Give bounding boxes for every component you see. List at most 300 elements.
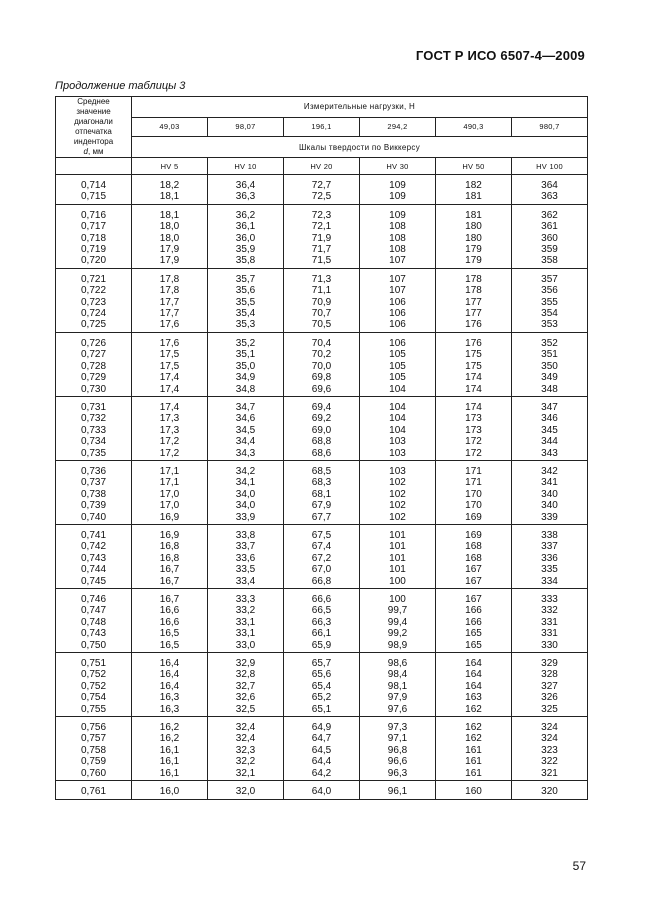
hardness-cell: 167 (436, 576, 512, 589)
diagonal-cell: 0,734 (56, 436, 132, 447)
hardness-cell: 96,3 (360, 768, 436, 781)
hardness-cell: 356 (512, 285, 588, 296)
hardness-cell: 321 (512, 768, 588, 781)
table-row (56, 255, 588, 268)
hardness-cell: 98,9 (360, 640, 436, 653)
hardness-cell: 70,2 (284, 349, 360, 360)
diagonal-cell: 0,743 (56, 553, 132, 564)
diagonal-cell: 0,722 (56, 285, 132, 296)
hardness-cell: 340 (512, 500, 588, 511)
hardness-cell: 175 (436, 349, 512, 360)
table-row (56, 745, 588, 756)
hardness-cell: 171 (436, 477, 512, 488)
hardness-cell: 16,3 (132, 692, 208, 703)
hardness-cell: 16,9 (132, 512, 208, 525)
row-group (56, 338, 588, 397)
hardness-cell: 69,8 (284, 372, 360, 383)
hardness-cell: 69,6 (284, 384, 360, 397)
hardness-cell: 18,0 (132, 233, 208, 244)
diagonal-cell: 0,717 (56, 221, 132, 232)
table-row (56, 681, 588, 692)
hardness-cell: 323 (512, 745, 588, 756)
hardness-cell: 98,1 (360, 681, 436, 692)
hardness-cell: 100 (360, 594, 436, 605)
diagonal-cell: 0,718 (56, 233, 132, 244)
hardness-cell: 103 (360, 436, 436, 447)
hardness-cell: 99,2 (360, 628, 436, 639)
hardness-cell: 33,5 (208, 564, 284, 575)
hardness-cell: 32,3 (208, 745, 284, 756)
diagonal-cell: 0,719 (56, 244, 132, 255)
diagonal-cell: 0,751 (56, 658, 132, 669)
hardness-cell: 68,1 (284, 489, 360, 500)
hardness-cell: 342 (512, 466, 588, 477)
scale-label: HV 20 (284, 158, 360, 175)
hardness-cell: 324 (512, 733, 588, 744)
table-row (56, 466, 588, 477)
hardness-cell: 164 (436, 669, 512, 680)
hardness-cell: 32,1 (208, 768, 284, 781)
hardness-cell: 16,5 (132, 640, 208, 653)
hardness-cell: 175 (436, 361, 512, 372)
diagonal-cell: 0,730 (56, 384, 132, 397)
table-row (56, 628, 588, 639)
hardness-cell: 17,1 (132, 477, 208, 488)
hardness-cell: 165 (436, 640, 512, 653)
table-row (56, 338, 588, 349)
table-row (56, 576, 588, 589)
diagonal-cell: 0,759 (56, 756, 132, 767)
hardness-cell: 33,3 (208, 594, 284, 605)
hardness-cell: 32,0 (208, 786, 284, 799)
hardness-cell: 17,2 (132, 436, 208, 447)
hardness-cell: 329 (512, 658, 588, 669)
hardness-cell: 65,6 (284, 669, 360, 680)
hardness-cell: 65,2 (284, 692, 360, 703)
hardness-cell: 338 (512, 530, 588, 541)
row-group (56, 722, 588, 781)
hardness-cell: 33,9 (208, 512, 284, 525)
row-group (56, 210, 588, 269)
table-row (56, 448, 588, 461)
hardness-cell: 108 (360, 221, 436, 232)
hardness-cell: 68,6 (284, 448, 360, 461)
hardness-cell: 177 (436, 297, 512, 308)
load-value: 49,03 (132, 117, 208, 137)
hardness-cell: 65,7 (284, 658, 360, 669)
hardness-cell: 101 (360, 530, 436, 541)
stub-header (56, 97, 132, 158)
hardness-cell: 69,0 (284, 425, 360, 436)
hardness-cell: 16,3 (132, 704, 208, 717)
hardness-cell: 327 (512, 681, 588, 692)
table-row (56, 640, 588, 653)
hardness-cell: 181 (436, 210, 512, 221)
hardness-cell: 99,7 (360, 605, 436, 616)
hardness-cell: 109 (360, 180, 436, 191)
hardness-cell: 32,8 (208, 669, 284, 680)
diagonal-cell: 0,716 (56, 210, 132, 221)
hardness-cell: 166 (436, 605, 512, 616)
hardness-cell: 162 (436, 704, 512, 717)
table-row (56, 349, 588, 360)
row-group (56, 658, 588, 717)
hardness-cell: 352 (512, 338, 588, 349)
hardness-cell: 162 (436, 722, 512, 733)
table-row (56, 210, 588, 221)
document-header: ГОСТ Р ИСО 6507-4—2009 (415, 48, 585, 63)
hardness-cell: 362 (512, 210, 588, 221)
diagonal-cell: 0,724 (56, 308, 132, 319)
hardness-cell: 64,0 (284, 786, 360, 799)
hardness-cell: 102 (360, 489, 436, 500)
diagonal-cell: 0,752 (56, 681, 132, 692)
hardness-cell: 70,5 (284, 319, 360, 332)
hardness-cell: 102 (360, 500, 436, 511)
hardness-cell: 67,7 (284, 512, 360, 525)
hardness-cell: 32,9 (208, 658, 284, 669)
hardness-cell: 36,1 (208, 221, 284, 232)
hardness-cell: 162 (436, 733, 512, 744)
diagonal-cell: 0,715 (56, 191, 132, 204)
hardness-cell: 34,7 (208, 402, 284, 413)
hardness-cell: 178 (436, 274, 512, 285)
hardness-cell: 35,5 (208, 297, 284, 308)
hardness-cell: 67,9 (284, 500, 360, 511)
hardness-cell: 172 (436, 436, 512, 447)
scale-label: HV 10 (208, 158, 284, 175)
diagonal-cell: 0,729 (56, 372, 132, 383)
hardness-cell: 170 (436, 489, 512, 500)
diagonal-cell: 0,754 (56, 692, 132, 703)
load-value: 490,3 (436, 117, 512, 137)
diagonal-cell: 0,728 (56, 361, 132, 372)
table-row (56, 413, 588, 424)
hardness-cell: 174 (436, 372, 512, 383)
diagonal-cell: 0,720 (56, 255, 132, 268)
hardness-cell: 330 (512, 640, 588, 653)
hardness-cell: 107 (360, 255, 436, 268)
table-row (56, 372, 588, 383)
hardness-cell: 179 (436, 255, 512, 268)
hardness-cell: 98,6 (360, 658, 436, 669)
hardness-cell: 102 (360, 512, 436, 525)
hardness-cell: 336 (512, 553, 588, 564)
hardness-cell: 96,1 (360, 786, 436, 799)
hardness-cell: 35,6 (208, 285, 284, 296)
table-row (56, 553, 588, 564)
hardness-cell: 66,6 (284, 594, 360, 605)
hardness-cell: 17,5 (132, 349, 208, 360)
hardness-cell: 100 (360, 576, 436, 589)
hardness-cell: 359 (512, 244, 588, 255)
hardness-cell: 343 (512, 448, 588, 461)
hardness-cell: 32,2 (208, 756, 284, 767)
table-row (56, 402, 588, 413)
diagonal-cell: 0,760 (56, 768, 132, 781)
diagonal-cell: 0,738 (56, 489, 132, 500)
hardness-cell: 17,4 (132, 384, 208, 397)
hardness-cell: 69,2 (284, 413, 360, 424)
hardness-cell: 104 (360, 402, 436, 413)
hardness-cell: 64,7 (284, 733, 360, 744)
hardness-cell: 355 (512, 297, 588, 308)
stub-line: отпечатка (75, 127, 112, 136)
hardness-cell: 69,4 (284, 402, 360, 413)
hardness-cell: 16,0 (132, 786, 208, 799)
table-row (56, 489, 588, 500)
stub-line: диагонали (74, 117, 113, 126)
hardness-cell: 35,7 (208, 274, 284, 285)
hardness-cell: 177 (436, 308, 512, 319)
hardness-cell: 107 (360, 274, 436, 285)
table-continuation-caption: Продолжение таблицы 3 (55, 80, 186, 92)
diagonal-cell: 0,735 (56, 448, 132, 461)
hardness-cell: 103 (360, 448, 436, 461)
hardness-cell: 35,9 (208, 244, 284, 255)
hardness-cell: 66,5 (284, 605, 360, 616)
hardness-cell: 180 (436, 233, 512, 244)
hardness-cell: 17,7 (132, 297, 208, 308)
hardness-cell: 168 (436, 553, 512, 564)
diagonal-cell: 0,727 (56, 349, 132, 360)
hardness-cell: 33,0 (208, 640, 284, 653)
hardness-cell: 17,3 (132, 413, 208, 424)
table-row (56, 274, 588, 285)
hardness-cell: 70,0 (284, 361, 360, 372)
hardness-cell: 106 (360, 319, 436, 332)
hardness-cell: 332 (512, 605, 588, 616)
hardness-cell: 331 (512, 628, 588, 639)
hardness-cell: 344 (512, 436, 588, 447)
row-group (56, 594, 588, 653)
diagonal-cell: 0,732 (56, 413, 132, 424)
scale-label: HV 5 (132, 158, 208, 175)
table-row (56, 512, 588, 525)
hardness-cell: 70,9 (284, 297, 360, 308)
row-group (56, 466, 588, 525)
table-row (56, 308, 588, 319)
hardness-cell: 16,6 (132, 617, 208, 628)
hardness-cell: 64,4 (284, 756, 360, 767)
hardness-cell: 64,9 (284, 722, 360, 733)
hardness-cell: 72,7 (284, 180, 360, 191)
hardness-cell: 17,4 (132, 372, 208, 383)
hardness-cell: 36,2 (208, 210, 284, 221)
hardness-cell: 357 (512, 274, 588, 285)
hardness-cell: 35,1 (208, 349, 284, 360)
hardness-cell: 36,0 (208, 233, 284, 244)
hardness-cell: 71,5 (284, 255, 360, 268)
row-group (56, 530, 588, 589)
hardness-cell: 65,9 (284, 640, 360, 653)
hardness-cell: 66,8 (284, 576, 360, 589)
row-group (56, 402, 588, 461)
hardness-cell: 18,1 (132, 191, 208, 204)
stub-line: индентора (73, 137, 114, 146)
hardness-cell: 16,7 (132, 594, 208, 605)
hardness-cell: 341 (512, 477, 588, 488)
hardness-cell: 331 (512, 617, 588, 628)
hardness-cell: 16,2 (132, 733, 208, 744)
hardness-cell: 164 (436, 681, 512, 692)
table-row (56, 669, 588, 680)
hardness-cell: 70,7 (284, 308, 360, 319)
table-row (56, 786, 588, 799)
hardness-cell: 16,6 (132, 605, 208, 616)
table-row (56, 564, 588, 575)
table-row (56, 768, 588, 781)
hardness-cell: 108 (360, 244, 436, 255)
hardness-cell: 358 (512, 255, 588, 268)
hardness-cell: 97,9 (360, 692, 436, 703)
hardness-cell: 17,9 (132, 255, 208, 268)
table-row (56, 384, 588, 397)
diagonal-cell: 0,733 (56, 425, 132, 436)
load-value: 196,1 (284, 117, 360, 137)
diagonal-cell: 0,725 (56, 319, 132, 332)
hardness-cell: 67,5 (284, 530, 360, 541)
hardness-cell: 161 (436, 756, 512, 767)
hardness-cell: 176 (436, 319, 512, 332)
hardness-cell: 107 (360, 285, 436, 296)
hardness-cell: 105 (360, 349, 436, 360)
hardness-cell: 16,1 (132, 745, 208, 756)
hardness-cell: 164 (436, 658, 512, 669)
hardness-cell: 337 (512, 541, 588, 552)
table-row (56, 319, 588, 332)
hardness-cell: 66,3 (284, 617, 360, 628)
hardness-cell: 97,3 (360, 722, 436, 733)
hardness-cell: 179 (436, 244, 512, 255)
hardness-cell: 32,4 (208, 733, 284, 744)
hardness-cell: 361 (512, 221, 588, 232)
hardness-cell: 16,9 (132, 530, 208, 541)
diagonal-cell: 0,739 (56, 500, 132, 511)
hardness-cell: 16,4 (132, 669, 208, 680)
hardness-cell: 165 (436, 628, 512, 639)
table-row (56, 191, 588, 204)
diagonal-cell: 0,756 (56, 722, 132, 733)
hardness-cell: 34,2 (208, 466, 284, 477)
hardness-cell: 353 (512, 319, 588, 332)
hardness-cell: 67,2 (284, 553, 360, 564)
hardness-cell: 35,8 (208, 255, 284, 268)
hardness-cell: 103 (360, 466, 436, 477)
hardness-cell: 347 (512, 402, 588, 413)
hardness-cell: 172 (436, 448, 512, 461)
table-row (56, 285, 588, 296)
hardness-cell: 72,3 (284, 210, 360, 221)
hardness-cell: 98,4 (360, 669, 436, 680)
hardness-cell: 33,6 (208, 553, 284, 564)
scale-label: HV 100 (512, 158, 588, 175)
hardness-cell: 169 (436, 512, 512, 525)
hardness-cell: 67,4 (284, 541, 360, 552)
hardness-cell: 109 (360, 210, 436, 221)
hardness-cell: 34,8 (208, 384, 284, 397)
hardness-cell: 71,9 (284, 233, 360, 244)
hardness-cell: 96,8 (360, 745, 436, 756)
hardness-cell: 17,1 (132, 466, 208, 477)
table-row (56, 477, 588, 488)
hardness-cell: 33,8 (208, 530, 284, 541)
diagonal-cell: 0,747 (56, 605, 132, 616)
hardness-cell: 325 (512, 704, 588, 717)
hardness-cell: 34,3 (208, 448, 284, 461)
hardness-cell: 108 (360, 233, 436, 244)
hardness-cell: 16,4 (132, 681, 208, 692)
hardness-cell: 35,0 (208, 361, 284, 372)
hardness-cell: 360 (512, 233, 588, 244)
load-value: 98,07 (208, 117, 284, 137)
hardness-cell: 169 (436, 530, 512, 541)
table-row (56, 541, 588, 552)
table-row (56, 733, 588, 744)
hardness-cell: 34,9 (208, 372, 284, 383)
table-row (56, 605, 588, 616)
diagonal-cell: 0,726 (56, 338, 132, 349)
load-value: 294,2 (360, 117, 436, 137)
hardness-cell: 109 (360, 191, 436, 204)
hardness-cell: 17,4 (132, 402, 208, 413)
scales-header: Шкалы твердости по Виккерсу (132, 137, 588, 158)
hardness-cell: 32,5 (208, 704, 284, 717)
row-group (56, 274, 588, 333)
diagonal-cell: 0,737 (56, 477, 132, 488)
hardness-cell: 170 (436, 500, 512, 511)
hardness-cell: 105 (360, 361, 436, 372)
hardness-cell: 33,7 (208, 541, 284, 552)
hardness-cell: 66,1 (284, 628, 360, 639)
hardness-cell: 181 (436, 191, 512, 204)
table-row (56, 244, 588, 255)
hardness-cell: 167 (436, 564, 512, 575)
hardness-cell: 70,4 (284, 338, 360, 349)
hardness-cell: 16,2 (132, 722, 208, 733)
table-row (56, 436, 588, 447)
hardness-cell: 16,1 (132, 768, 208, 781)
hardness-cell: 167 (436, 594, 512, 605)
hardness-cell: 97,1 (360, 733, 436, 744)
diagonal-cell: 0,761 (56, 786, 132, 799)
table-row (56, 617, 588, 628)
hardness-cell: 322 (512, 756, 588, 767)
hardness-cell: 333 (512, 594, 588, 605)
hardness-cell: 32,7 (208, 681, 284, 692)
table-row (56, 704, 588, 717)
hardness-cell: 32,4 (208, 722, 284, 733)
hardness-cell: 34,0 (208, 500, 284, 511)
hardness-cell: 16,5 (132, 628, 208, 639)
hardness-cell: 354 (512, 308, 588, 319)
hardness-cell: 176 (436, 338, 512, 349)
hardness-cell: 17,6 (132, 338, 208, 349)
hardness-cell: 16,8 (132, 541, 208, 552)
hardness-cell: 345 (512, 425, 588, 436)
hardness-cell: 348 (512, 384, 588, 397)
table-row (56, 756, 588, 767)
hardness-cell: 160 (436, 786, 512, 799)
hardness-cell: 64,2 (284, 768, 360, 781)
hardness-cell: 17,5 (132, 361, 208, 372)
hardness-cell: 182 (436, 180, 512, 191)
hardness-cell: 350 (512, 361, 588, 372)
hardness-cell: 33,1 (208, 628, 284, 639)
hardness-cell: 68,3 (284, 477, 360, 488)
row-group (56, 786, 588, 799)
hardness-cell: 17,8 (132, 285, 208, 296)
